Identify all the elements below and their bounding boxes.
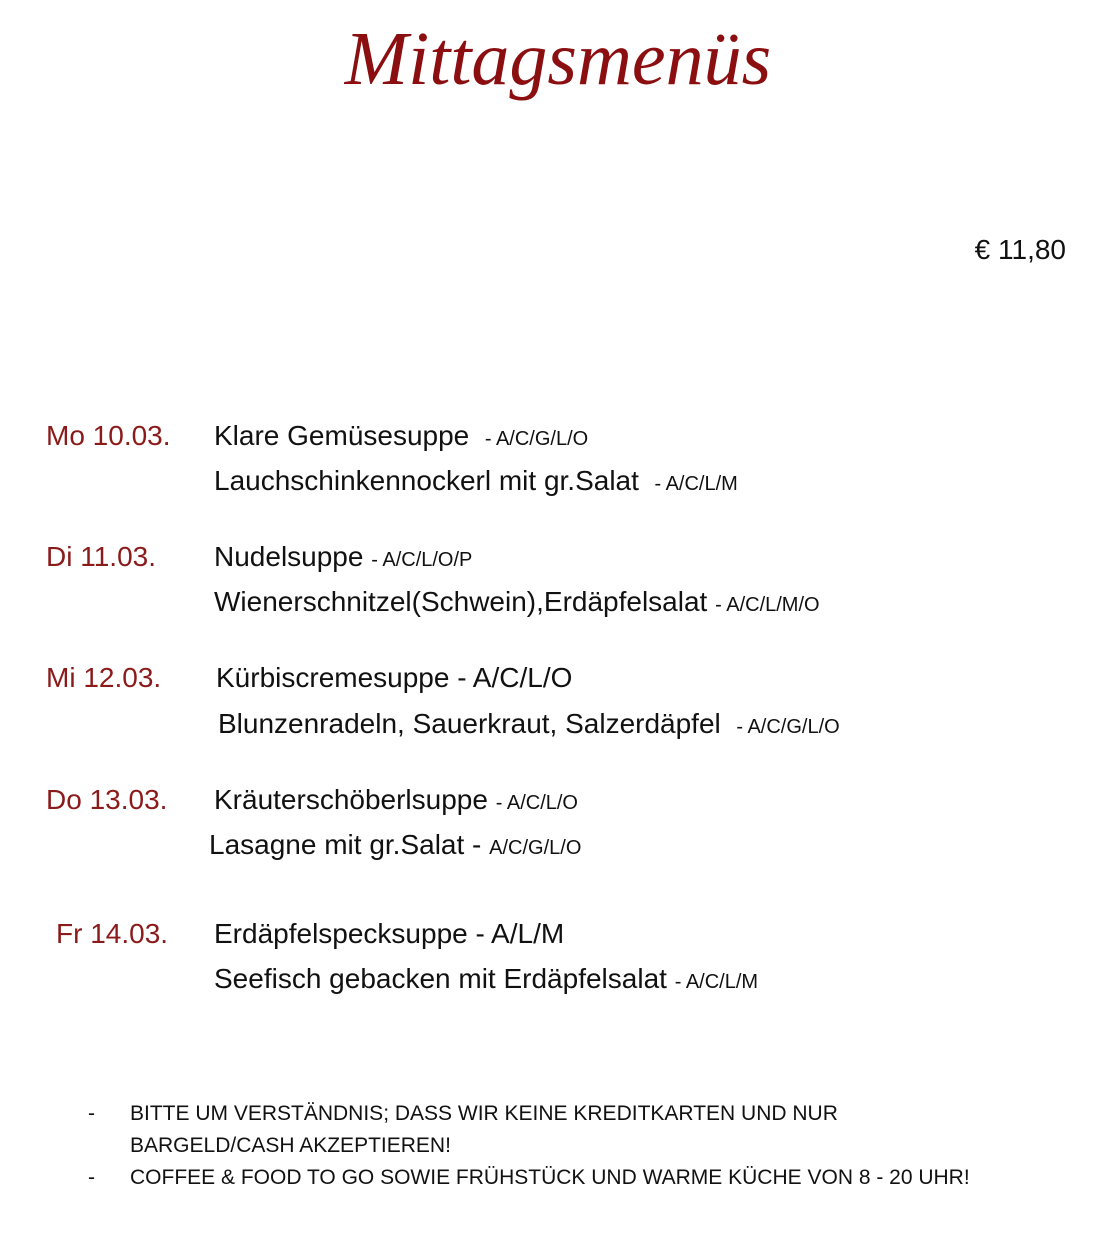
day-main-do xyxy=(209,831,581,859)
day-main-mo xyxy=(214,467,738,495)
day-main-fr xyxy=(214,965,758,993)
main-allergens: - A/C/L/M xyxy=(654,473,738,495)
page-title: Mittagsmenüs xyxy=(344,17,772,101)
main-allergens: - A/C/L/M/O xyxy=(715,594,820,616)
note-item xyxy=(88,1162,1110,1194)
day-soup-di xyxy=(214,543,472,571)
soup-name: Klare Gemüsesuppe xyxy=(214,420,470,451)
day-date-mo: Mo 10.03. xyxy=(46,420,171,451)
soup-allergens: - A/C/G/L/O xyxy=(484,428,589,450)
day-date-mi: Mi 12.03. xyxy=(46,662,162,693)
soup-name: Erdäpfelspecksuppe - A/L/M xyxy=(214,918,565,949)
main-allergens: - A/C/G/L/O xyxy=(736,716,840,738)
day-soup-fr xyxy=(214,920,564,948)
note-item xyxy=(88,1098,950,1162)
day-date-di: Di 11.03. xyxy=(46,541,156,572)
soup-name: Kräuterschöberlsuppe xyxy=(214,784,488,815)
day-date-do: Do 13.03. xyxy=(46,784,168,815)
menu-price: € 11,80 xyxy=(974,234,1066,265)
day-soup-mi xyxy=(216,664,572,692)
day-date-fr: Fr 14.03. xyxy=(56,918,169,949)
main-name: Seefisch gebacken mit Erdäpfelsalat xyxy=(214,963,667,994)
main-allergens: - A/C/L/M xyxy=(674,971,759,993)
note-text: BITTE UM VERSTÄNDNIS; DASS WIR KEINE KREDITKARTEN UND NUR BARGELD/CASH AKZEPTIEREN! xyxy=(130,1102,838,1157)
notes-list xyxy=(88,1098,1110,1194)
soup-allergens: - A/C/L/O/P xyxy=(371,549,473,571)
main-name: Lasagne mit gr.Salat - xyxy=(209,829,482,860)
bullet-dash: - xyxy=(88,1166,95,1189)
main-name: Lauchschinkennockerl mit gr.Salat xyxy=(214,465,639,496)
day-main-mi xyxy=(218,710,840,738)
soup-name: Nudelsuppe xyxy=(214,541,364,572)
main-name: Blunzenradeln, Sauerkraut, Salzerdäpfel xyxy=(218,708,721,739)
main-allergens: A/C/G/L/O xyxy=(489,837,582,859)
bullet-dash: - xyxy=(88,1102,95,1125)
soup-name: Kürbiscremesuppe - A/C/L/O xyxy=(216,662,573,693)
main-name: Wienerschnitzel(Schwein),Erdäpfelsalat xyxy=(214,586,708,617)
soup-allergens: - A/C/L/O xyxy=(495,792,578,814)
note-text: COFFEE & FOOD TO GO SOWIE FRÜHSTÜCK UND WARME KÜCHE VON 8 - 20 UHR! xyxy=(130,1166,970,1189)
day-main-di xyxy=(214,588,820,616)
day-soup-mo xyxy=(214,422,588,450)
day-soup-do xyxy=(214,786,578,814)
